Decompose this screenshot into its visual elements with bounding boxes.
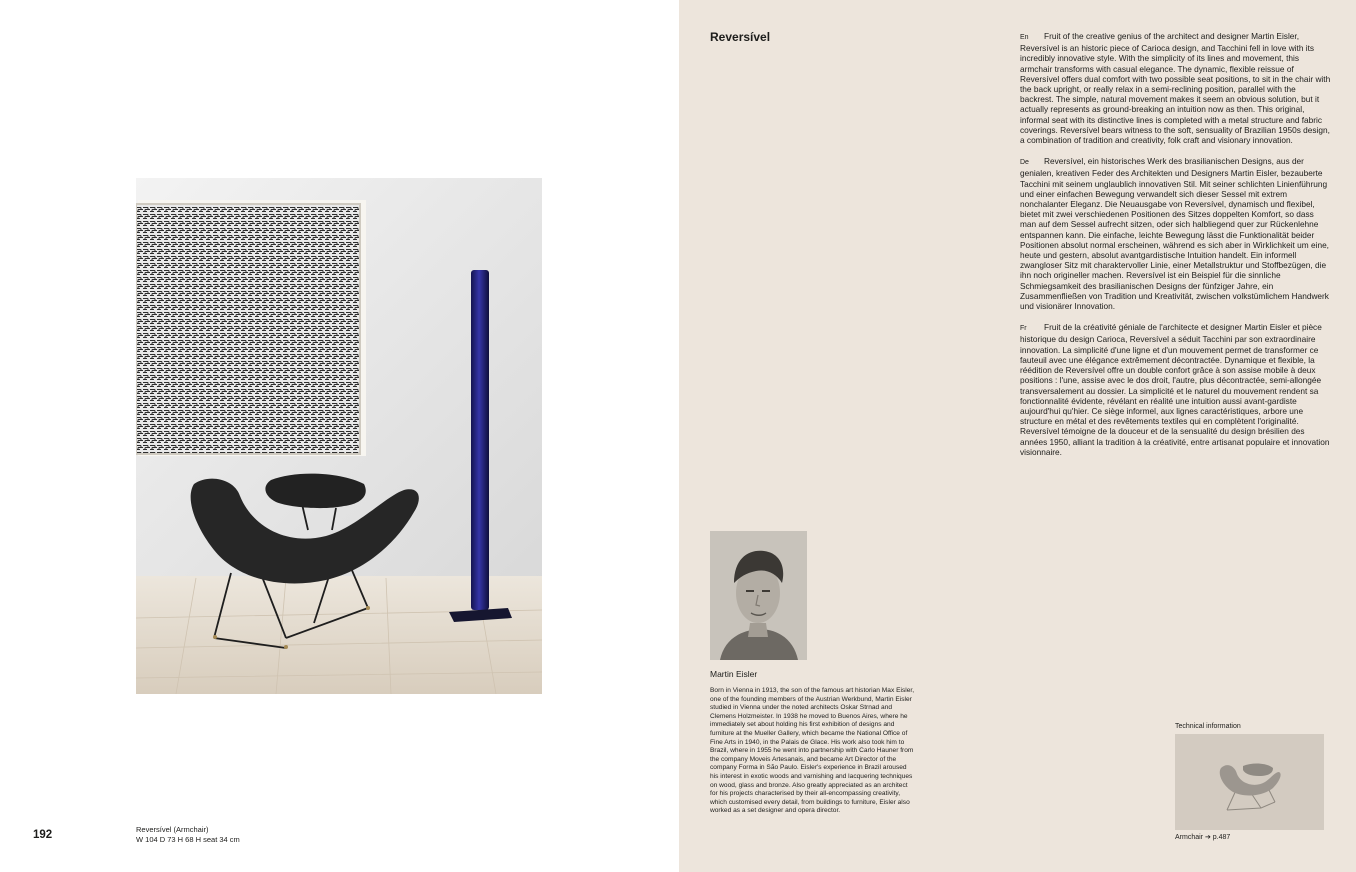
page-number: 192 — [33, 829, 53, 841]
right-page — [679, 0, 1356, 872]
article-text-column — [1020, 31, 1331, 468]
armchair-photo — [136, 178, 542, 694]
lang-code-en: En — [1020, 34, 1029, 41]
article-title: Reversível — [710, 30, 771, 44]
designer-name: Martin Eisler — [710, 669, 758, 679]
french-paragraph: Fruit de la créativité géniale de l'architecte et designer Martin Eisler et pièce historique du design Carioca, Reversível a séduit Tacchini par son extraordinaire innovation. La simplicité d'une ligne et d'un mouvement permet de transformer ce fauteuil avec une élégance extrêmement décontractée. Dynamique et flexible, la réédition de Reversível offre un double confort grâce à son assise mobile à deux positions : l'une, assise avec le dos droit, l'autre, plus décontractée, semi-allongée transversalement au dossier. La simplicité et le naturel du mouvement rendent sa fonctionnalité évidente, révélant en réalité une intuition aussi avant-gardiste aujourd'hui qu'hier. Ce siège informel, aux lignes caractéristiques, arbore une structure en métal et des revêtements textiles qui en complètent l'originalité. Reversível témoigne de la douceur et de la sensualité du design brésilien des années 1950, alliant la tradition à la créativité, entre artisanat populaire et innovation visionnaire. — [1020, 322, 1330, 457]
technical-thumbnail[interactable] — [1175, 734, 1324, 830]
text-french — [1020, 322, 1331, 457]
text-english — [1020, 31, 1331, 145]
designer-portrait — [710, 531, 807, 660]
lang-code-de: De — [1020, 159, 1029, 167]
english-paragraph: Fruit of the creative genius of the architect and designer Martin Eisler, Reversível is an historic piece of Carioca design, and Tacchini fell in love with its incredibly innovative style. With the simplicity of its lines and movement, this armchair transforms with casual elegance. The dynamic, flexible reissue of Reversível offers dual comfort with two possible seat positions, to sit in the chair with the back upright, or really relax in a semi-reclining position, parallel with the backrest. The simple, natural movement makes it seem an obvious solution, but it actually represents as ground-breaking an intuition now as then. This original, informal seat with its distinctive lines is completed with a metal structure and fabric coverings. Reversível bears witness to the soft, sensuality of Brazilian 1950s design, a combination of tradition and creativity, folk craft and visionary innovation. — [1020, 31, 1331, 146]
lang-code-fr: Fr — [1020, 325, 1027, 333]
product-caption — [136, 825, 240, 844]
technical-info-label: Technical information — [1175, 723, 1241, 730]
caption-product-name: Reversível (Armchair) — [136, 825, 209, 834]
designer-bio: Born in Vienna in 1913, the son of the famous art historian Max Eisler, one of the founding members of the Austrian Werkbund, Martin Eisler studied in Vienna under the noted architects Oskar Strnad and Clemens Holzmeister. In 1938 he moved to Buenos Aires, where he immediately set about holding his first exhibition of designs and furniture at the Mueller Gallery, which became the National Office of Fine Arts in 1940, in the Palais de Glace. His work also took him to Brazil, where in 1955 he went into partnership with Carlo Hauner from the company Moveis Artesanais, and became Art Director of the company Forma in São Paulo. Eisler's experience in Brazil aroused his interest in exotic woods and varnishing and lacquering techniques on wood, glass and bronze. Also greatly appreciated as an architect for his projects characterised by their all-encompassing creativity, which customised every detail, from buildings to furniture, Eisler also worked as a set designer and opera director. — [710, 687, 915, 815]
caption-dimensions: W 104 D 73 H 68 H seat 34 cm — [136, 834, 240, 844]
german-paragraph: Reversível, ein historisches Werk des brasilianischen Designs, aus der genialen, kreativen Feder des Architekten und Designers Martin Eisler, bezauberte Tacchini mit seinem unglaublich innovativen Stil. Mit seiner schlichten Linienführung und einer einfachen Bewegung verwandelt sich dieser Sessel mit extrem nonchalanter Eleganz. Die Neuausgabe von Reversível, dynamisch und flexibel, bietet mit zwei verschiedenen Positionen des Sitzes doppelten Komfort, so dass man auf dem Sessel aufrecht sitzen, oder sich halbliegend quer zur Rückenlehne entspannen kann. Die einfache, leichte Bewegung lässt die Funktionalität beider Positionen absolut normal erscheinen, während es sich aber in Wirklichkeit um eine, heute und gestern, absolut avantgardistische Intuition handelt. Ein informell zwangloser Sitz mit charaktervoller Linie, einer Metallstruktur und Stoffbezügen, die ihn noch origineller machen. Reversível ist ein Beispiel für die sinnliche Schmiegsamkeit des brasilianischen Designs der fünfziger Jahre, ein Zusammenfließen von Tradition und Kreativität, zwischen volkstümlichem Handwerk und visionärer Innovation. — [1020, 156, 1329, 312]
technical-page-reference[interactable]: Armchair ➔ p.487 — [1175, 834, 1231, 841]
text-german — [1020, 156, 1331, 311]
